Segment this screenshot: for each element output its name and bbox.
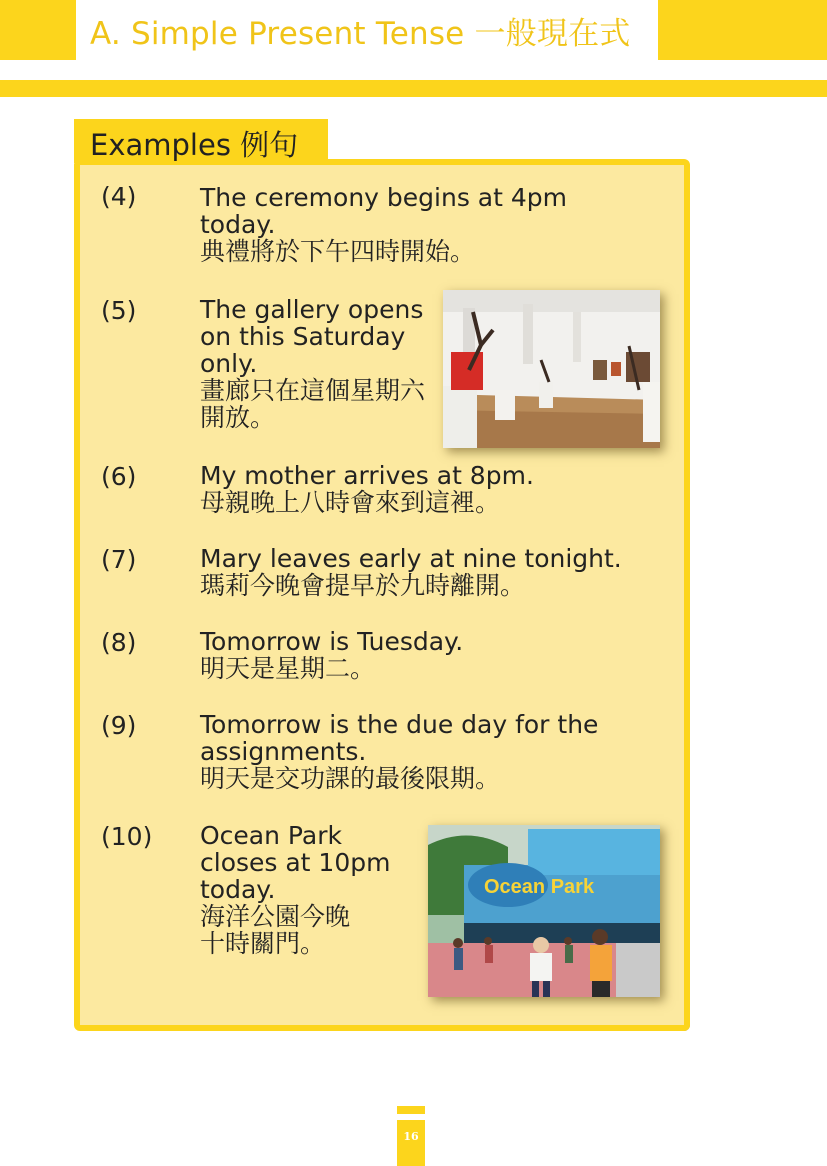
example-chinese: 畫廊只在這個星期六 開放。 <box>200 376 426 432</box>
example-chinese: 海洋公園今晚 十時關門。 <box>200 902 351 958</box>
example-item <box>200 711 598 792</box>
example-chinese: 母親晚上八時會來到這裡。 <box>200 488 501 517</box>
example-item <box>200 628 463 682</box>
example-chinese: 明天是星期二。 <box>200 654 376 683</box>
example-number: (9) <box>101 711 137 740</box>
example-number: (4) <box>101 182 137 211</box>
example-number: (8) <box>101 628 137 657</box>
page-number-bar <box>397 1106 425 1114</box>
example-english: Mary leaves early at nine tonight. <box>200 544 622 573</box>
example-english: My mother arrives at 8pm. <box>200 461 534 490</box>
page-number-block <box>397 1120 425 1166</box>
example-chinese: 典禮將於下午四時開始。 <box>200 237 476 266</box>
example-number: (10) <box>101 822 153 851</box>
example-number: (7) <box>101 545 137 574</box>
example-item <box>200 462 534 516</box>
example-item <box>200 822 390 957</box>
example-english: The ceremony begins at 4pm today. <box>200 183 567 239</box>
examples-label: Examples 例句 <box>90 128 299 162</box>
page-number: 16 <box>403 1130 419 1143</box>
example-english: Tomorrow is Tuesday. <box>200 627 464 656</box>
header-left-block <box>0 0 76 60</box>
example-chinese: 明天是交功課的最後限期。 <box>200 764 501 793</box>
example-english: Tomorrow is the due day for the assignments. <box>200 710 599 766</box>
examples-tab <box>74 119 328 163</box>
example-item <box>200 545 622 599</box>
example-english: Ocean Park closes at 10pm today. <box>200 821 391 904</box>
example-item <box>200 184 567 265</box>
example-number: (6) <box>101 462 137 491</box>
example-number: (5) <box>101 296 137 325</box>
header-band <box>0 80 827 97</box>
page-title: A. Simple Present Tense 一般現在式 <box>90 16 631 52</box>
example-chinese: 瑪莉今晚會提早於九時離開。 <box>200 571 526 600</box>
header-right-block <box>658 0 827 60</box>
ocean-park-sign: Ocean Park <box>484 876 595 898</box>
example-item <box>200 296 425 431</box>
ocean-park-photo <box>428 825 660 997</box>
gallery-photo <box>443 290 660 448</box>
gallery-illustration <box>443 290 660 448</box>
example-english: The gallery opens on this Saturday only. <box>200 295 424 378</box>
ocean-park-illustration <box>428 825 660 997</box>
